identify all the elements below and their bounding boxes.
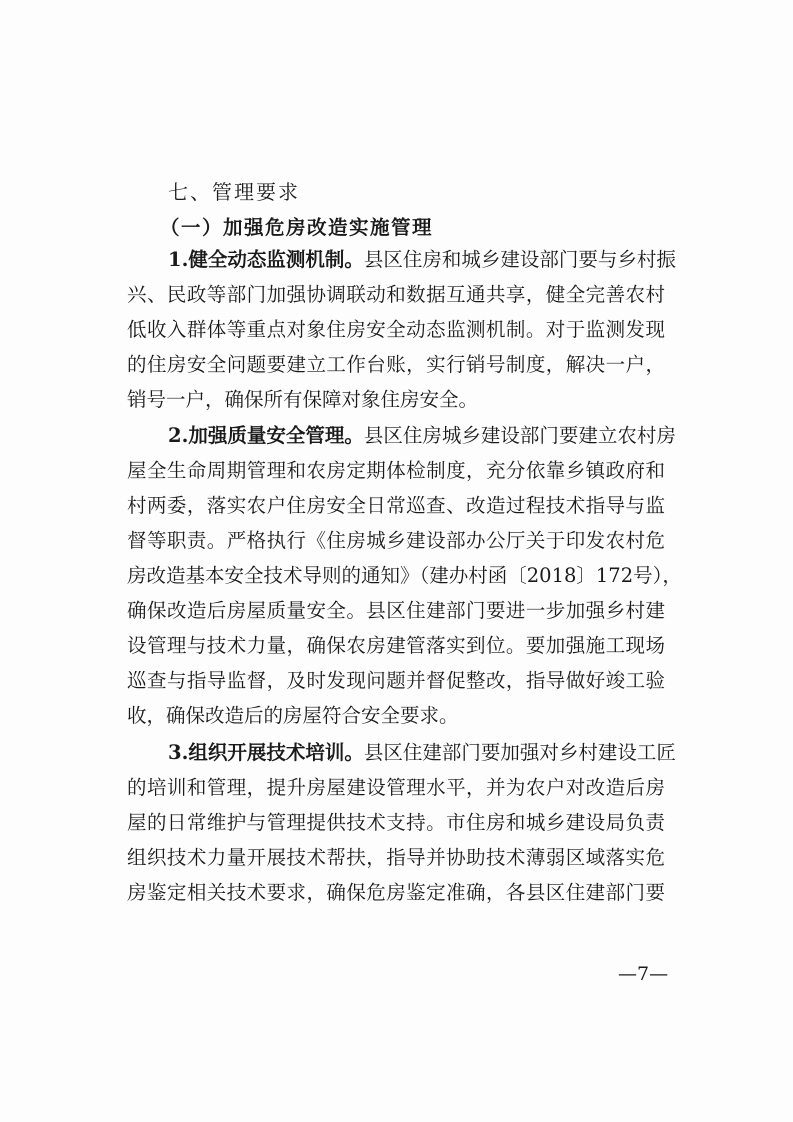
paragraph-3-line: 房鉴定相关技术要求，确保危房鉴定准确，各县区住建部门要 [127,881,665,904]
paragraph-3-line: 3.组织开展技术培训。县区住建部门要加强对乡村建设工匠 [168,741,676,764]
paragraph-3-title: 3.组织开展技术培训。 [168,741,364,764]
paragraph-2-title: 2.加强质量安全管理。 [168,424,364,447]
page-number: —7— [618,963,669,985]
paragraph-1-line: 的住房安全问题要建立工作台账，实行销号制度，解决一户， [127,353,665,376]
paragraph-2-line: 设管理与技术力量，确保农房建管落实到位。要加强施工现场 [127,634,665,657]
paragraph-2-line: 房改造基本安全技术导则的通知》（建办村函〔2018〕172号）， [127,564,682,587]
paragraph-2-line: 巡查与指导监督，及时发现问题并督促整改，指导做好竣工验 [127,669,665,692]
subsection-heading: （一）加强危房改造实施管理 [160,216,434,239]
paragraph-2-line: 2.加强质量安全管理。县区住房城乡建设部门要建立农村房 [168,424,676,447]
paragraph-2-line: 屋全生命周期管理和农房定期体检制度，充分依靠乡镇政府和 [127,459,665,482]
paragraph-3-line: 组织技术力量开展技术帮扶，指导并协助技术薄弱区域落实危 [127,846,665,869]
paragraph-3-line: 屋的日常维护与管理提供技术支持。市住房和城乡建设局负责 [127,811,665,834]
paragraph-1-line: 兴、民政等部门加强协调联动和数据互通共享，健全完善农村 [127,283,665,306]
paragraph-2-line: 收，确保改造后的房屋符合安全要求。 [127,704,459,727]
paragraph-1-line: 1.健全动态监测机制。县区住房和城乡建设部门要与乡村振 [168,248,676,271]
paragraph-2-line: 督等职责。严格执行《住房城乡建设部办公厅关于印发农村危 [127,529,665,552]
section-heading: 七、管理要求 [168,180,300,204]
paragraph-1-line: 销号一户，确保所有保障对象住房安全。 [127,388,479,411]
paragraph-2-line: 确保改造后房屋质量安全。县区住建部门要进一步加强乡村建 [127,599,665,622]
paragraph-1-title: 1.健全动态监测机制。 [168,248,364,271]
paragraph-3-line: 的培训和管理，提升房屋建设管理水平，并为农户对改造后房 [127,776,665,799]
paragraph-1-line: 低收入群体等重点对象住房安全动态监测机制。对于监测发现 [127,318,665,341]
paragraph-2-line: 村两委，落实农户住房安全日常巡查、改造过程技术指导与监 [127,494,665,517]
